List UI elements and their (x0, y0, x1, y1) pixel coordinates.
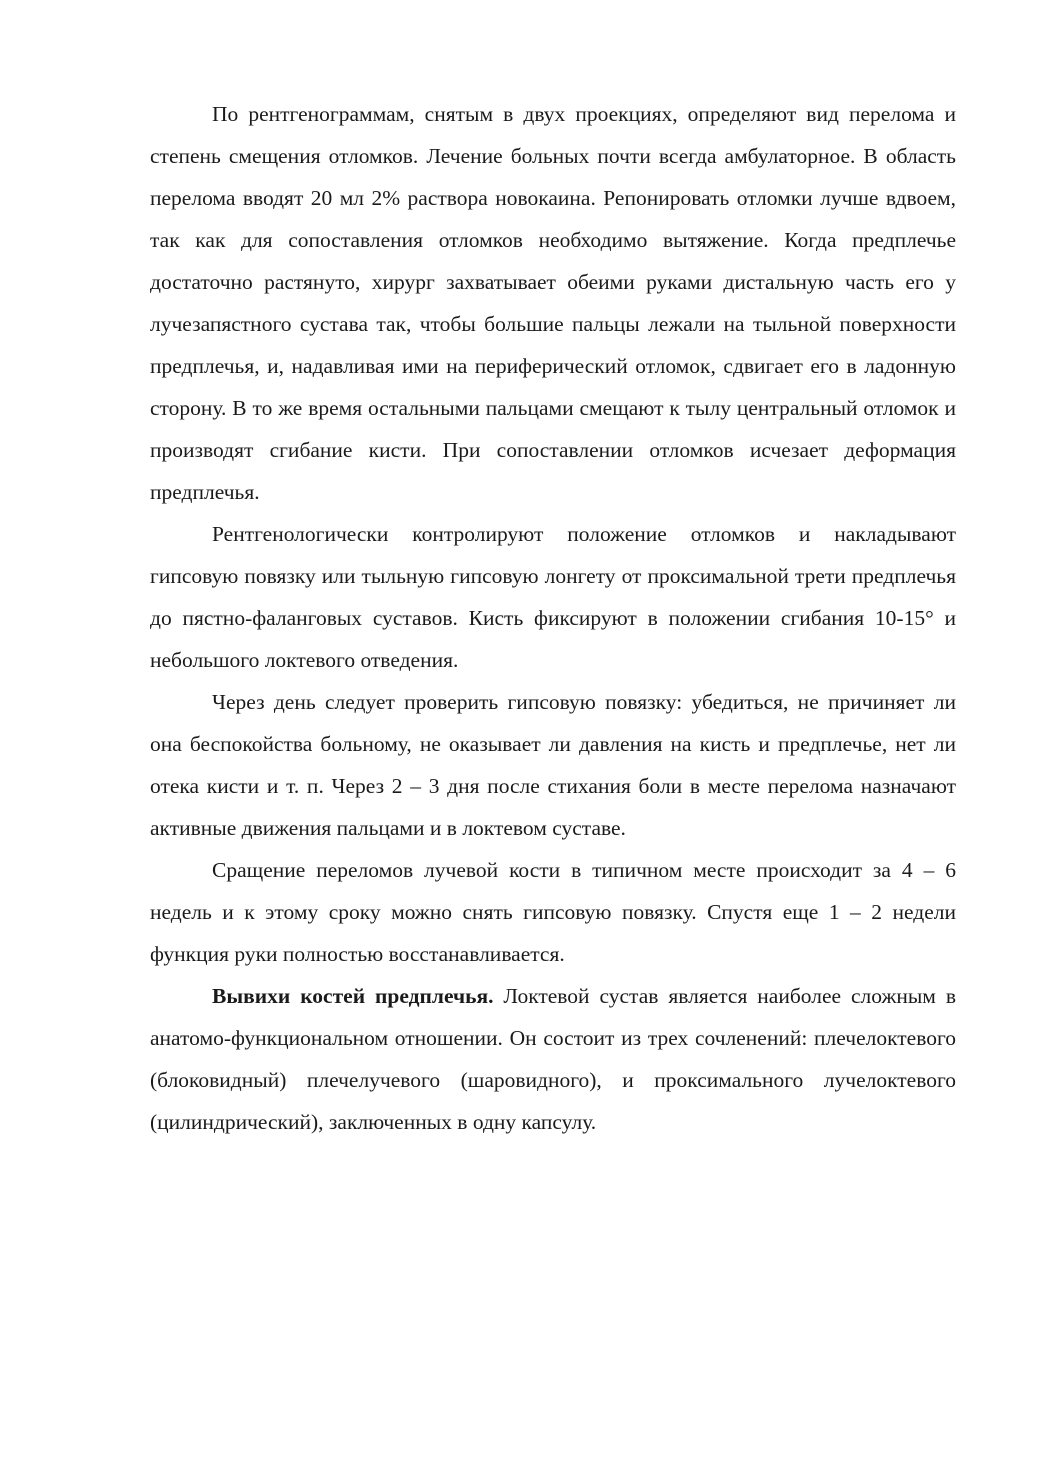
paragraph-forearm-dislocations (150, 975, 956, 1143)
paragraph-text: Локтевой сустав является наиболее сложным в анатомо-функциональном отношении. Он состоит из трех сочленений: плечелоктевого (блоковидный) плечелучевого (шаровидного), и проксимального лучелоктевого (цилиндрический), заключенных в одну капсулу. (150, 984, 956, 1134)
paragraph-cast-check (150, 681, 956, 849)
document-body (150, 93, 956, 1143)
paragraph-text: По рентгенограммам, снятым в двух проекциях, определяют вид перелома и степень смещения отломков. Лечение больных почти всегда амбулаторное. В область перелома вводят 20 мл 2% раствора новокаина. Репонировать отломки лучше вдвоем, так как для сопоставления отломков необходимо вытяжение. Когда предплечье достаточно растянуто, хирург захватывает обеими руками дистальную часть его у лучезапястного сустава так, чтобы большие пальцы лежали на тыльной поверхности предплечья, и, надавливая ими на периферический отломок, сдвигает его в ладонную сторону. В то же время остальными пальцами смещают к тылу центральный отломок и производят сгибание кисти. При сопоставлении отломков исчезает деформация предплечья. (150, 102, 956, 504)
paragraph-text: Через день следует проверить гипсовую повязку: убедиться, не причиняет ли она беспокойства больному, не оказывает ли давления на кисть и предплечье, нет ли отека кисти и т. п. Через 2 – 3 дня после стихания боли в месте перелома назначают активные движения пальцами и в локтевом суставе. (150, 690, 956, 840)
paragraph-plaster-cast (150, 513, 956, 681)
paragraph-xray-repositioning (150, 93, 956, 513)
paragraph-healing-time (150, 849, 956, 975)
paragraph-text: Рентгенологически контролируют положение отломков и накладывают гипсовую повязку или тыльную гипсовую лонгету от проксимальной трети предплечья до пястно-фаланговых суставов. Кисть фиксируют в положении сгибания 10-15° и небольшого локтевого отведения. (150, 522, 956, 672)
paragraph-text: Сращение переломов лучевой кости в типичном месте происходит за 4 – 6 недель и к этому сроку можно снять гипсовую повязку. Спустя еще 1 – 2 недели функция руки полностью восстанавливается. (150, 858, 956, 966)
section-heading: Вывихи костей предплечья. (212, 984, 494, 1008)
